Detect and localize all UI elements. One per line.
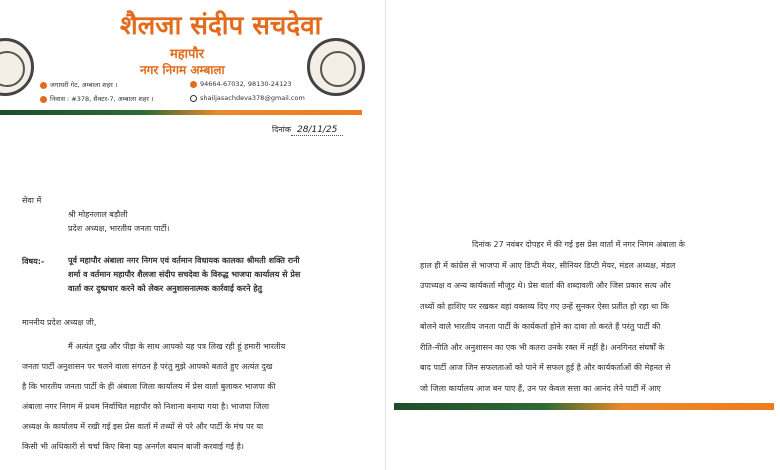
letter-page-1	[0, 0, 385, 470]
text-line: मैं अत्यंत दुख और पीड़ा के साथ आपको यह पत्र लिख रही हूं हमारी भारतीय	[68, 342, 286, 351]
letter-page-2	[385, 0, 780, 470]
municipal-corporation-seal-right	[307, 38, 365, 96]
phone-text: 94664-67032, 98130-24123	[200, 80, 292, 88]
date-label: दिनांक	[272, 125, 291, 134]
text-line: अंबाला नगर निगम में प्रथम निर्वाचित महापौर को निशाना बनाया गया है। भाजपा जिला	[22, 402, 270, 411]
text-line: दिनांक 27 नवंबर दोपहर में की गई इस प्रेस वार्ता में नगर निगम अंबाला के	[472, 240, 685, 249]
text-line: अध्यक्ष के कार्यालय में रखी गई इस प्रेस वार्ता में तथ्यों से परे और पार्टी के मंच पर या	[22, 422, 264, 431]
location-icon	[40, 82, 47, 89]
address-line-2	[40, 94, 153, 103]
text-line: जो जिला कार्यालय आज बन पाए हैं, उन पर केवल सत्ता का आनंद लेने पार्टी में आए	[420, 383, 661, 393]
letterhead-divider	[0, 110, 362, 115]
text-line: बाद पार्टी आज जिन सफलताओं को पाने में सफल हुई है और कार्यकर्ताओं की मेहनत से	[420, 363, 671, 372]
date-line	[272, 124, 343, 135]
location-icon	[40, 96, 47, 103]
address-line-1	[40, 80, 117, 89]
text-line: है कि भारतीय जनता पार्टी के ही अंबाला जिला कार्यालय में प्रेस वार्ता बुलाकर भाजपा की	[22, 382, 276, 391]
text-line: पूर्व महापौर अंबाला नगर निगम एवं वर्तमान विधायक कालका श्रीमती शक्ति रानी	[68, 256, 300, 265]
text-line: रीति-नीति और अनुशासन का एक भी कतरा उनके रक्त में नहीं है। अनगिनत संघर्षों के	[420, 342, 665, 352]
text-line: जनता पार्टी अनुशासन पर चलने वाला संगठन है परंतु मुझे आपको बताते हुए अत्यंत दुख	[22, 362, 273, 371]
phone-line	[190, 80, 292, 88]
recipient-title: प्रदेश अध्यक्ष, भारतीय जनता पार्टी।	[68, 224, 170, 233]
address-text: जगाधरी गेट, अम्बाला शहर ।	[50, 81, 118, 89]
email-text: shailjasachdeva378@gmail.com	[200, 94, 305, 102]
footer-divider	[394, 403, 774, 410]
recipient-name: श्री मोहनलाल बड़ौली	[68, 210, 128, 219]
to-label: सेवा में	[22, 196, 42, 205]
letterhead-name: शैलजा संदीप सचदेवा	[120, 11, 322, 41]
letterhead-organization: नगर निगम अम्बाला	[140, 63, 225, 77]
phone-icon	[190, 81, 197, 88]
text-line: किसी भी अधिकारी से चर्चा किए बिना यह अनर्गल बयान बाजी करवाई गई है।	[22, 442, 244, 451]
email-line	[190, 94, 305, 102]
text-line: तथ्यों को हाशिए पर रखकर वहां वक्तव्य दिए गए उन्हें सुनकर ऐसा प्रतीत हो रहा था कि	[420, 301, 669, 311]
municipal-corporation-seal-left	[0, 38, 34, 96]
letterhead-designation: महापौर	[170, 47, 205, 62]
email-icon	[190, 95, 197, 102]
date-value: 28/11/25	[291, 125, 343, 136]
text-line: उपाध्यक्ष व अन्य कार्यकर्ता मौजूद थे। प्रेस वार्ता की शब्दावली और जिस प्रकार सत्य और	[420, 281, 671, 290]
text-line: हाल ही में कांग्रेस से भाजपा में आए डिप्टी मेयर, सीनियर डिप्टी मेयर, मंडल अध्यक्ष, मंडल	[420, 260, 676, 270]
subject-label: विषय:-	[22, 257, 45, 266]
address-text: निवास : #378, सैक्टर-7, अम्बाला शहर ।	[50, 95, 154, 103]
text-line: वार्ता कर दुष्प्रचार करने को लेकर अनुशासनात्मक कार्रवाई करने हेतु	[68, 284, 263, 293]
salutation: माननीय प्रदेश अध्यक्ष जी,	[22, 318, 97, 327]
text-line: शर्मा व वर्तमान महापौर शैलजा संदीप सचदेवा के विरुद्ध भाजपा कार्यालय से प्रेस	[68, 270, 301, 279]
text-line: बोलने वाले भारतीय जनता पार्टी के कार्यकर्ता होने का दावा तो करते हैं परंतु पार्टी की	[420, 322, 661, 331]
